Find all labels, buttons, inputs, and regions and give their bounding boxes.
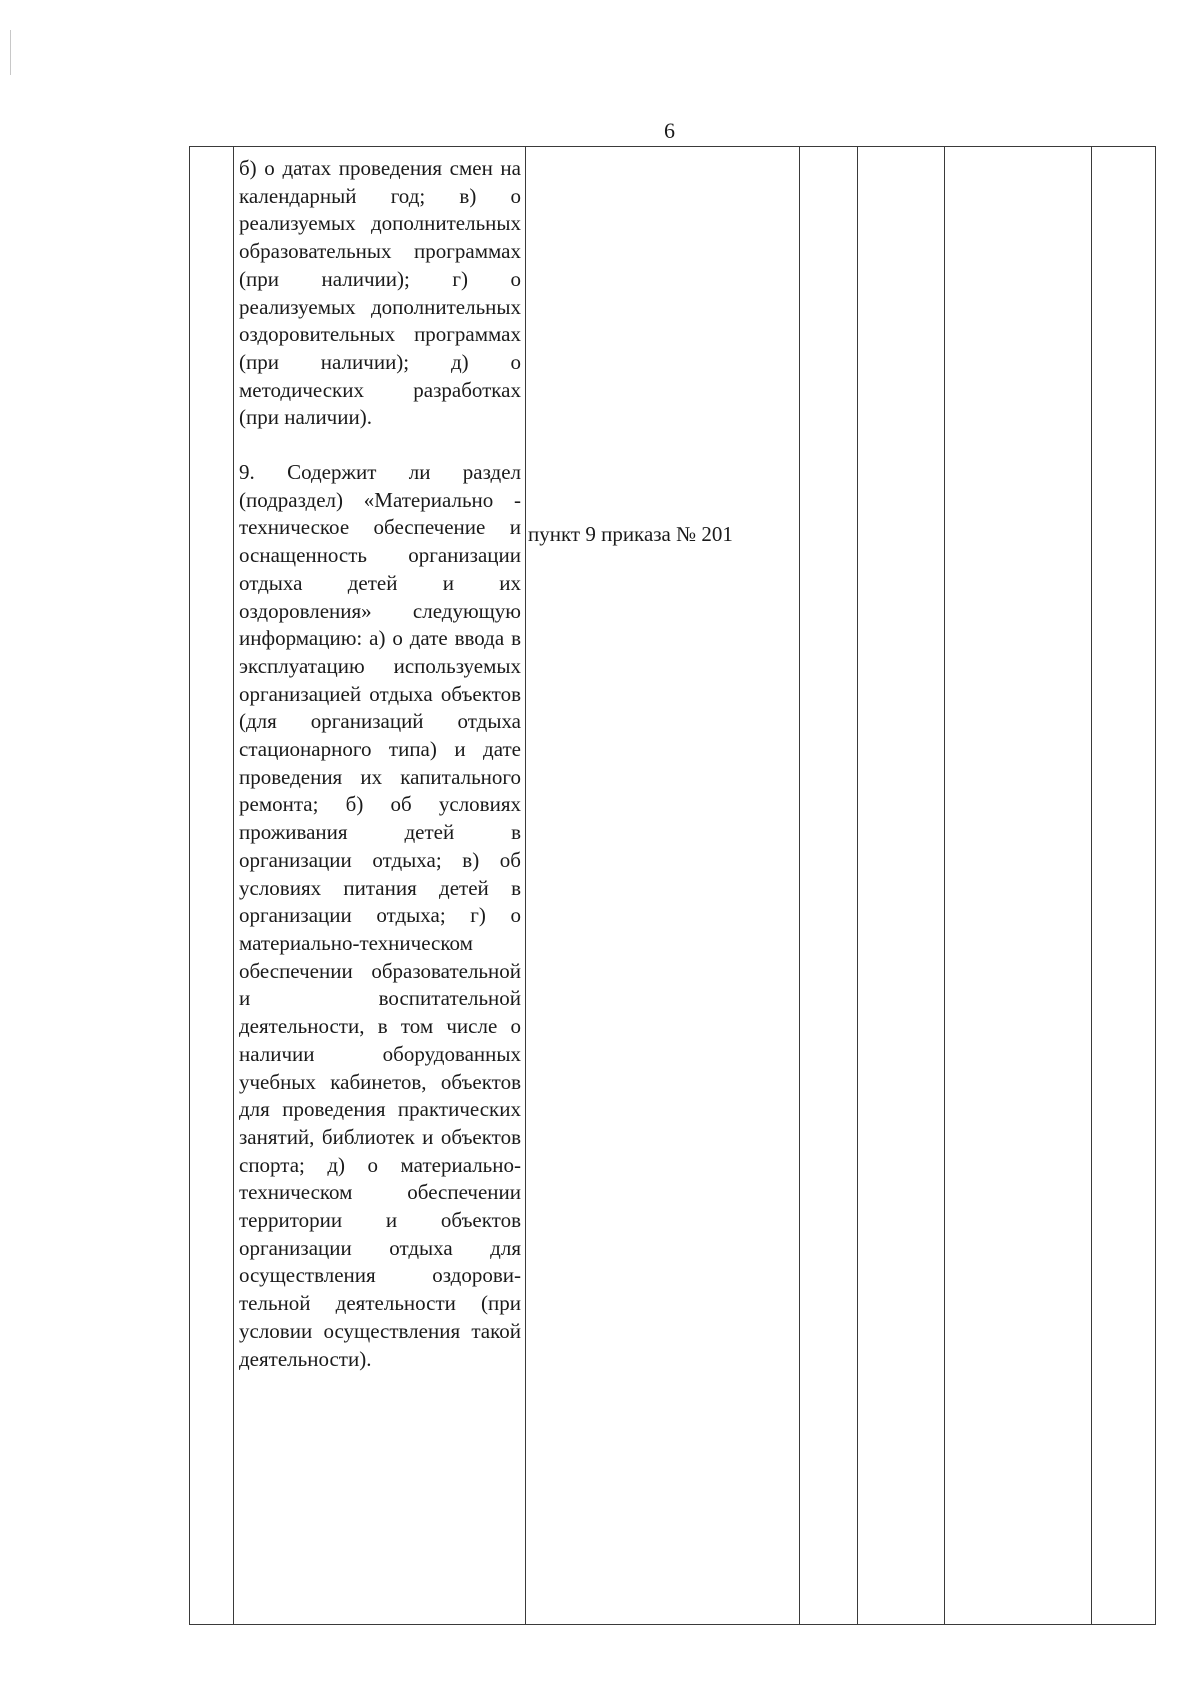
- table-cell-requirements: [239, 155, 521, 1373]
- requirement-paragraph: б) о датах проведения смен на календарный год; в) о реализуемых дополнительных образовательных программах (при наличии); г) о реализуемых дополнительных оздоровительных программах (при наличии); д) о методических разработках (при наличии).: [239, 156, 521, 430]
- column-divider: [233, 146, 234, 1625]
- column-divider: [857, 146, 858, 1625]
- requirement-paragraph: 9. Содержит ли раздел (подраздел) «Материально - техническое обеспечение и оснащенность организации отдыха детей и их оздоровления» следующую информацию: а) о дате ввода в эксплуатацию используемых организацией отдыха объектов (для организаций отдыха стационарного типа) и дате проведения их капитального ремонта; б) об условиях проживания детей в организации отдыха; в) об условиях питания детей в организации отдыха; г) о материально-техническом обеспечении образовательной и воспитательной деятельности, в том числе о наличии оборудованных учебных кабинетов, объектов для проведения практических занятий, библиотек и объектов спорта; д) о материально-техническом обеспечении территории и объектов организации отдыха для осуществления оздоровительной деятельности (при условии осуществления такой деятельности).: [239, 460, 521, 1371]
- column-divider: [799, 146, 800, 1625]
- scan-edge-mark: [10, 30, 11, 75]
- page-number: 6: [664, 118, 675, 143]
- table-cell-reference: пункт 9 приказа № 201: [528, 522, 733, 546]
- column-divider: [944, 146, 945, 1625]
- column-divider: [1091, 146, 1092, 1625]
- column-divider: [525, 146, 526, 1625]
